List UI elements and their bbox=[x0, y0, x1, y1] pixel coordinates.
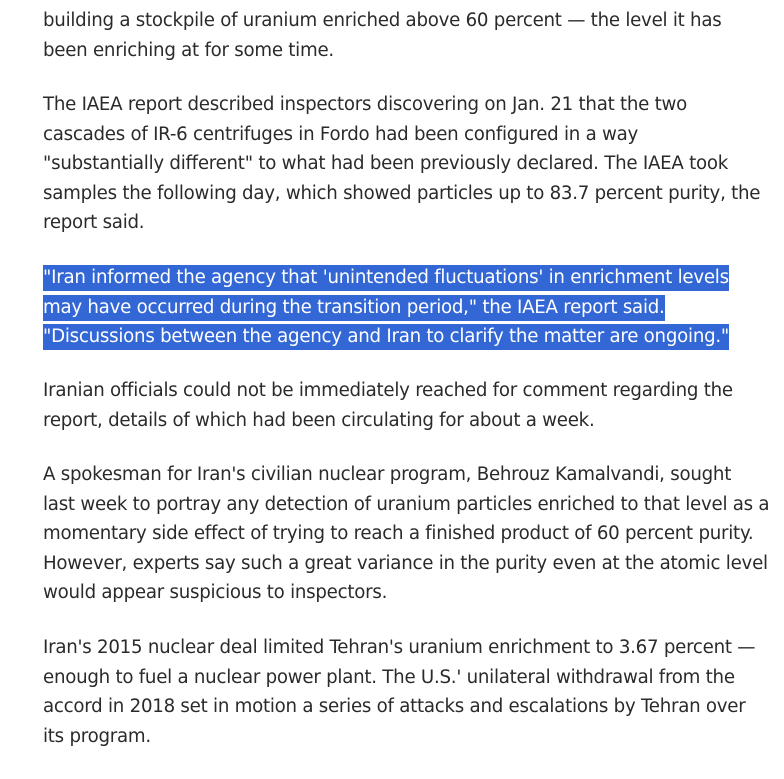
text-line: samples the following day, which showed particles up to 83.7 percent purity, the bbox=[43, 182, 761, 204]
text-line: cascades of IR-6 centrifuges in Fordo had been configured in a way bbox=[43, 123, 639, 145]
text-line: Iranian officials could not be immediately reached for comment regarding the bbox=[43, 380, 733, 401]
text-line: been enriching at for some time. bbox=[43, 39, 334, 61]
text-line: momentary side effect of trying to reach a finished product of 60 percent purity. bbox=[43, 523, 754, 544]
text-line: report said. bbox=[43, 212, 145, 233]
text-line: A spokesman for Iran's civilian nuclear program, Behrouz Kamalvandi, sought bbox=[43, 464, 732, 485]
selected-text-line: may have occurred during the transition period," the IAEA report said. bbox=[43, 293, 753, 323]
paragraph[interactable] bbox=[43, 6, 753, 65]
selected-paragraph[interactable] bbox=[43, 263, 753, 352]
text-line: However, experts say such a great variance in the purity even at the atomic level bbox=[43, 552, 768, 574]
text-line: Iran's 2015 nuclear deal limited Tehran's uranium enrichment to 3.67 percent — bbox=[43, 637, 756, 658]
text-line: would appear suspicious to inspectors. bbox=[43, 582, 388, 603]
selected-text-line: "Discussions between the agency and Iran to clarify the matter are ongoing." bbox=[43, 322, 753, 352]
paragraph[interactable] bbox=[43, 90, 761, 238]
text-line: accord in 2018 set in motion a series of attacks and escalations by Tehran over bbox=[43, 696, 746, 717]
paragraph[interactable] bbox=[43, 376, 753, 435]
paragraph[interactable] bbox=[43, 633, 756, 751]
text-line: its program. bbox=[43, 725, 151, 747]
text-line: "substantially different" to what had been previously declared. The IAEA took bbox=[43, 153, 729, 174]
text-line: enough to fuel a nuclear power plant. The U.S.' unilateral withdrawal from the bbox=[43, 666, 735, 688]
text-line: report, details of which had been circulating for about a week. bbox=[43, 409, 595, 431]
paragraph[interactable] bbox=[43, 460, 770, 608]
selected-text-line: "Iran informed the agency that 'unintended fluctuations' in enrichment levels bbox=[43, 263, 753, 293]
text-line: building a stockpile of uranium enriched above 60 percent — the level it has bbox=[43, 10, 722, 31]
text-line: The IAEA report described inspectors discovering on Jan. 21 that the two bbox=[43, 94, 688, 115]
text-line: last week to portray any detection of uranium particles enriched to that level as a bbox=[43, 493, 770, 515]
